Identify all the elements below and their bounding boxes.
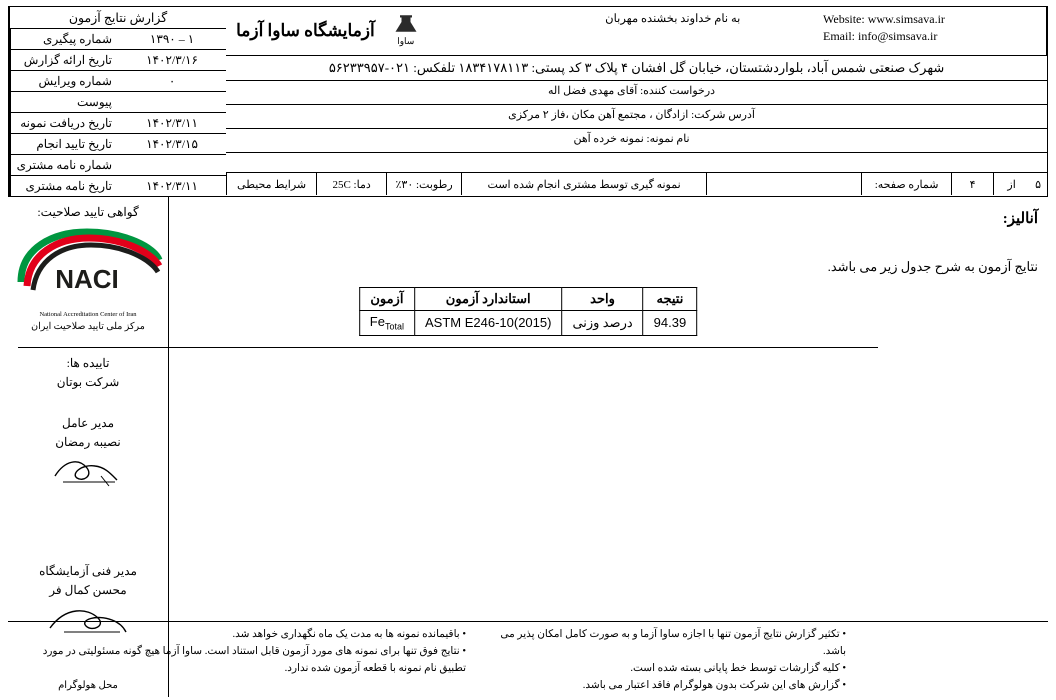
requester-row: درخواست کننده: آقای مهدی فضل اله	[226, 81, 1047, 105]
email-line: Email: info@simsava.ir	[823, 29, 938, 43]
condition-temperature: دما: 25C	[316, 173, 386, 195]
meta-value	[118, 92, 226, 112]
meta-value	[118, 155, 226, 175]
cell-standard: ASTM E246-10(2015)	[414, 311, 561, 336]
signature-mark-icon	[43, 454, 133, 488]
naci-logo	[8, 226, 168, 332]
meta-label: شماره ویرایش	[10, 71, 118, 91]
meta-value: ۱۴۰۲/۳/۱۶	[146, 53, 198, 67]
page-number-of: از	[993, 173, 1029, 195]
page-number-label: شماره صفحه:	[861, 173, 951, 195]
website-line: Website: www.simsava.ir	[823, 12, 945, 26]
spacer-row	[226, 153, 1047, 173]
contact-info	[815, 7, 1047, 55]
meta-value: ۱۴۰۲/۳/۱۵	[146, 137, 198, 151]
logo-label: ساوا	[397, 36, 415, 46]
meta-row	[10, 155, 226, 176]
column-test: آزمون	[359, 288, 414, 311]
header-main-block	[226, 7, 1047, 196]
meta-row	[10, 92, 226, 113]
results-table	[359, 287, 697, 336]
meta-label: شماره پیگیری	[10, 29, 118, 49]
meta-label: تاریخ نامه مشتری	[10, 176, 118, 196]
condition-blank	[706, 173, 861, 195]
besmellah-text: به نام خداوند بخشنده مهربان	[605, 13, 741, 25]
meta-label: شماره نامه مشتری	[10, 155, 118, 175]
svg-text:NACI: NACI	[55, 264, 119, 294]
meta-value: ۱ – ۱۳۹۰	[149, 32, 195, 46]
naci-english-name: National Accreditation Center of Iran	[39, 311, 137, 318]
naci-emblem-icon	[13, 226, 163, 304]
content-separator	[18, 347, 878, 348]
meta-row	[10, 50, 226, 71]
table-row	[359, 311, 696, 336]
meta-row	[10, 176, 226, 196]
meta-value: ۱۴۰۲/۳/۱۱	[146, 116, 198, 130]
meta-row	[10, 71, 226, 92]
cell-unit: درصد وزنی	[562, 311, 643, 336]
footer-note: • باقیمانده نمونه ها به مدت یک ماه نگهداری خواهد شد.	[20, 626, 466, 643]
column-standard: استاندارد آزمون	[414, 288, 561, 311]
lab-address: شهرک صنعتی شمس آباد، بلواردشتستان، خیابان گل افشان ۴ پلاک ۳ کد پستی: ۱۸۳۴۱۷۸۱۱۳ تلفکس: ۰۲۱-۵۶۲۳۳۹۵۷	[226, 56, 1047, 81]
column-result: نتیجه	[643, 288, 697, 311]
approvals-label: تاییده ها:	[66, 356, 110, 370]
lab-name: آزمایشگاه ساوا آزما	[236, 21, 375, 40]
conditions-row	[226, 173, 1047, 195]
signature-role: مدیر فنی آزمایشگاه	[39, 564, 137, 578]
accreditation-title: گواهی تایید صلاحیت:	[37, 205, 139, 219]
meta-label: تاریخ تایید انجام	[10, 134, 118, 154]
table-header-row	[359, 288, 696, 311]
footer-note: • نتایج فوق تنها برای نمونه های مورد آزمون قابل استناد است. ساوا آزما هیچ گونه مسئولیتی در مورد تطبیق نام نمونه با قطعه آزمون شده ندارد.	[20, 643, 466, 677]
cell-test-subscript: Total	[384, 321, 404, 332]
column-unit: واحد	[562, 288, 643, 311]
header-meta-block	[9, 7, 226, 196]
signature-name: نصیبه رمضان	[55, 435, 121, 449]
condition-humidity: رطوبت: ۳۰٪	[386, 173, 461, 195]
header-top-row	[226, 7, 1047, 56]
condition-sampling: نمونه گیری توسط مشتری انجام شده است	[461, 173, 706, 195]
footer-note: • گزارش های این شرکت بدون هولوگرام فاقد اعتبار می باشد.	[490, 677, 846, 694]
signature-ceo	[8, 414, 168, 488]
naci-persian-name: مرکز ملی تایید صلاحیت ایران	[31, 322, 145, 332]
hologram-label: محل هولوگرام	[58, 680, 118, 691]
sample-name-row: نام نمونه: نمونه خرده آهن	[226, 129, 1047, 153]
report-header	[8, 6, 1048, 197]
footer-note: • کلیه گزارشات توسط خط پایانی بسته شده است.	[490, 660, 846, 677]
footer-notes-left	[478, 626, 858, 694]
sava-logo	[383, 11, 429, 51]
footer-note: • تکثیر گزارش نتایج آزمون تنها با اجازه ساوا آزما و به صورت کامل امکان پذیر می باشد.	[490, 626, 846, 660]
signature-role: مدیر عامل	[61, 416, 115, 430]
footer-notes-right	[8, 626, 478, 694]
meta-label: تاریخ دریافت نمونه	[10, 113, 118, 133]
meta-value: ۰	[168, 74, 176, 88]
analysis-note: نتایج آزمون به شرح جدول زیر می باشد.	[827, 259, 1038, 274]
page-number-total: ۵	[1035, 178, 1041, 191]
meta-value: ۱۴۰۲/۳/۱۱	[146, 179, 198, 193]
meta-row	[10, 113, 226, 134]
company-address-row: آدرس شرکت: ازادگان ، مجتمع آهن مکان ،فاز ۲ مرکزی	[226, 105, 1047, 129]
signature-name: محسن کمال فر	[49, 583, 127, 597]
approvals-block	[8, 354, 168, 392]
meta-row	[10, 134, 226, 155]
meta-label: تاریخ ارائه گزارش	[10, 50, 118, 70]
meta-row	[10, 29, 226, 50]
flask-icon	[391, 15, 421, 35]
cell-result: 94.39	[643, 311, 697, 336]
page-number-current: ۴	[951, 173, 993, 195]
cell-test-symbol: Fe	[369, 314, 385, 329]
cell-test	[359, 311, 414, 336]
report-footer	[8, 621, 1048, 694]
lab-identity	[226, 7, 530, 55]
meta-label: پیوست	[10, 92, 118, 112]
analysis-title: آنالیز:	[1002, 211, 1038, 227]
report-title: گزارش نتایج آزمون	[10, 7, 226, 29]
condition-title: شرایط محیطی	[226, 173, 316, 195]
approvals-value: شرکت بوتان	[56, 375, 120, 389]
